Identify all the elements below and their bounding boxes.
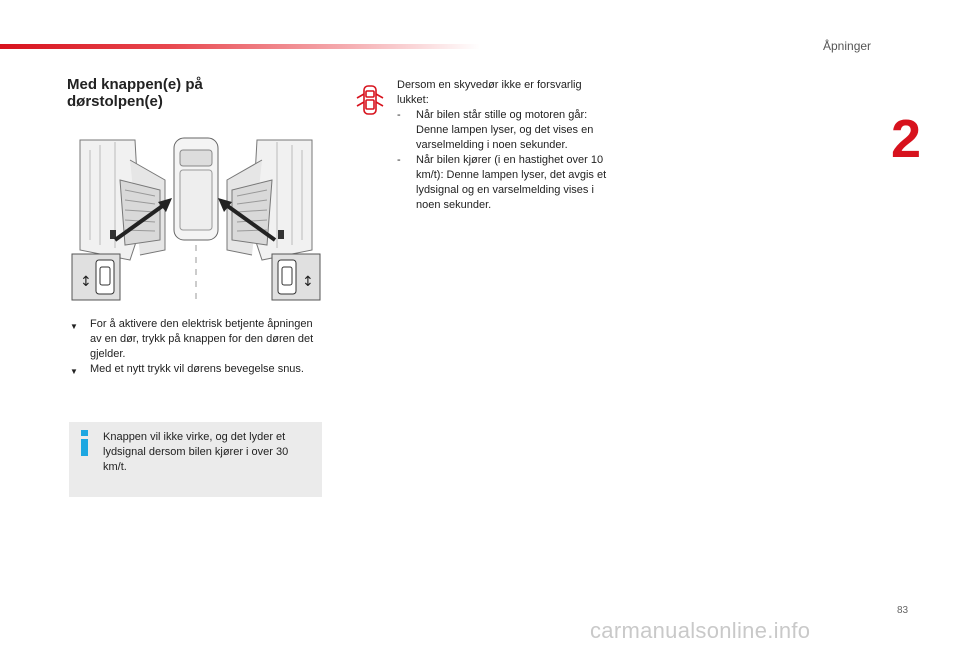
sliding-door-buttons-illustration bbox=[70, 130, 322, 305]
watermark: carmanualsonline.info bbox=[590, 618, 811, 643]
instruction-list bbox=[70, 317, 320, 377]
list-item bbox=[397, 153, 612, 213]
warning-description bbox=[397, 78, 612, 213]
list-item bbox=[70, 362, 320, 377]
dash-marker: - bbox=[397, 154, 401, 166]
bullet-text: Med et nytt trykk vil dørens bevegelse snus. bbox=[90, 363, 304, 375]
svg-text:↕: ↕ bbox=[302, 274, 314, 290]
page-heading: Med knappen(e) på dørstolpen(e) bbox=[67, 76, 203, 110]
dash-marker: - bbox=[397, 109, 401, 121]
item-text: Når bilen kjører (i en hastighet over 10 km/t): Denne lampen lyser, det avgis et lydsignal og en varselmelding vises i noen sekunder. bbox=[416, 154, 607, 211]
info-box bbox=[69, 422, 322, 497]
chapter-number: 2 bbox=[891, 109, 922, 169]
warning-intro: Dersom en skyvedør ikke er forsvarlig lukket: bbox=[397, 79, 582, 106]
car-door-warning-icon bbox=[355, 82, 385, 118]
list-item bbox=[70, 317, 320, 362]
section-title: Åpninger bbox=[823, 39, 872, 53]
triangle-bullet-icon: ▼ bbox=[70, 367, 78, 376]
svg-text:↕: ↕ bbox=[80, 274, 92, 290]
info-text: Knappen vil ikke virke, og det lyder et lydsignal dersom bilen kjører i over 30 km/t. bbox=[103, 431, 289, 473]
bullet-text: For å aktivere den elektrisk betjente åpningen av en dør, trykk på knappen for den døren det gjelder. bbox=[90, 318, 314, 360]
header-accent-bar bbox=[0, 44, 480, 49]
triangle-bullet-icon: ▼ bbox=[70, 322, 78, 331]
list-item bbox=[397, 108, 612, 153]
info-icon bbox=[80, 430, 89, 456]
page-number: 83 bbox=[897, 605, 909, 616]
item-text: Når bilen står stille og motoren går: Denne lampen lyser, og det vises en varselmelding i noen sekunder. bbox=[416, 109, 594, 151]
